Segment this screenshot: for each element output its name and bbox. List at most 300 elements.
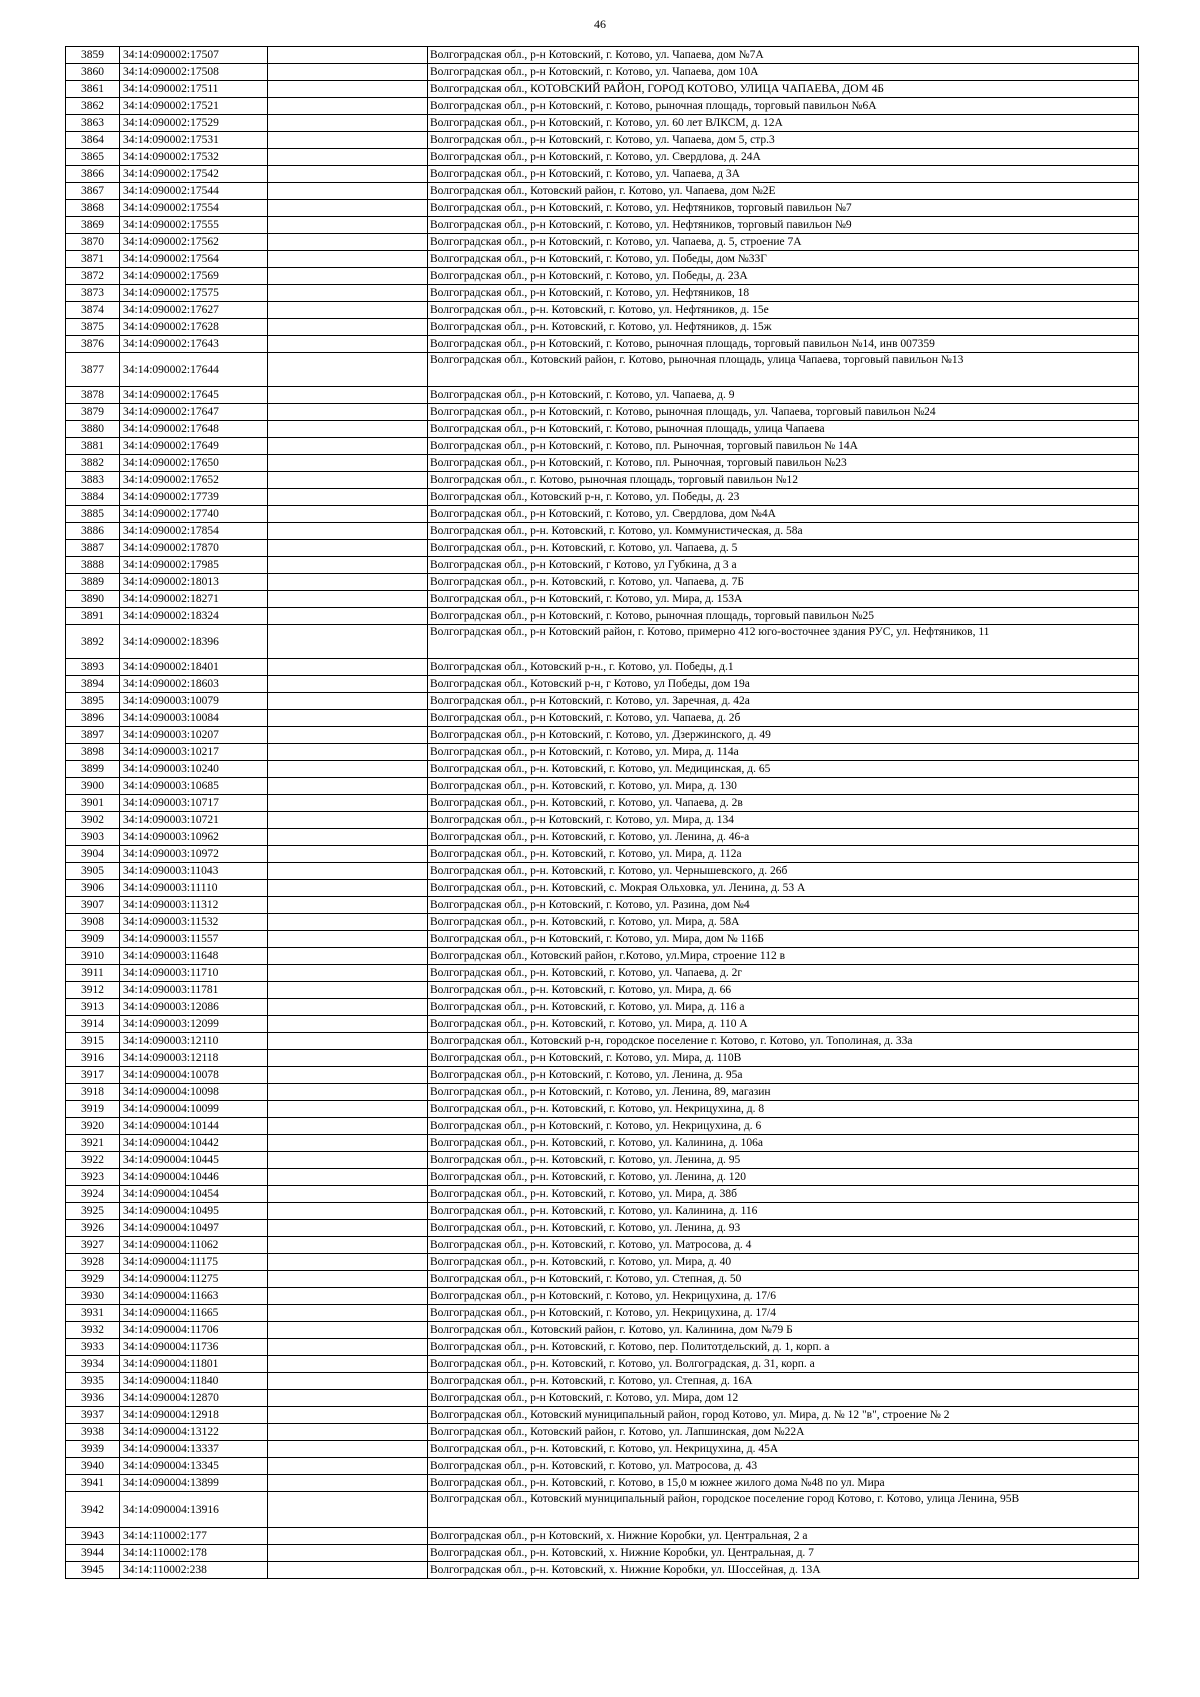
row-number-cell: 3867 <box>66 183 120 200</box>
row-number-cell: 3917 <box>66 1067 120 1084</box>
address-cell: Волгоградская обл., р-н Котовский, г. Котово, ул. Мира, дом № 116Б <box>428 931 1139 948</box>
address-cell: Волгоградская обл., р-н Котовский, г. Котово, пл. Рыночная, торговый павильон №23 <box>428 455 1139 472</box>
table-row <box>66 1545 1139 1562</box>
table-row <box>66 336 1139 353</box>
empty-cell <box>268 472 428 489</box>
cadastral-number-cell: 34:14:090002:17532 <box>120 149 268 166</box>
cadastral-number-cell: 34:14:090004:13899 <box>120 1475 268 1492</box>
address-cell: Волгоградская обл., р-н. Котовский, г. Котово, ул. Мира, д. 58А <box>428 914 1139 931</box>
row-number-cell: 3866 <box>66 166 120 183</box>
address-cell: Волгоградская обл., р-н. Котовский, г. Котово, ул. Коммунистическая, д. 58а <box>428 523 1139 540</box>
cadastral-number-cell: 34:14:090002:18401 <box>120 659 268 676</box>
empty-cell <box>268 455 428 472</box>
address-cell: Волгоградская обл., КОТОВСКИЙ РАЙОН, ГОРОД КОТОВО, УЛИЦА ЧАПАЕВА, ДОМ 4Б <box>428 81 1139 98</box>
table-row <box>66 217 1139 234</box>
row-number-cell: 3894 <box>66 676 120 693</box>
empty-cell <box>268 1050 428 1067</box>
table-row <box>66 1033 1139 1050</box>
row-number-cell: 3897 <box>66 727 120 744</box>
row-number-cell: 3925 <box>66 1203 120 1220</box>
table-row <box>66 1356 1139 1373</box>
address-cell: Волгоградская обл., р-н. Котовский, г. Котово, ул. Чапаева, д. 5 <box>428 540 1139 557</box>
cadastral-number-cell: 34:14:090002:17628 <box>120 319 268 336</box>
address-cell: Волгоградская обл., р-н. Котовский, г. Котово, ул. Чапаева, д. 2г <box>428 965 1139 982</box>
address-cell: Волгоградская обл., р-н. Котовский, г. Котово, ул. Мира, д. 66 <box>428 982 1139 999</box>
address-cell: Волгоградская обл., р-н Котовский, г. Котово, ул. Мира, д. 114а <box>428 744 1139 761</box>
address-cell: Волгоградская обл., р-н Котовский, г. Котово, ул. Ленина, 89, магазин <box>428 1084 1139 1101</box>
empty-cell <box>268 1152 428 1169</box>
cadastral-number-cell: 34:14:090002:17531 <box>120 132 268 149</box>
row-number-cell: 3902 <box>66 812 120 829</box>
row-number-cell: 3945 <box>66 1562 120 1579</box>
table-row <box>66 1407 1139 1424</box>
address-cell: Волгоградская обл., р-н Котовский, г. Котово, пл. Рыночная, торговый павильон № 14А <box>428 438 1139 455</box>
row-number-cell: 3914 <box>66 1016 120 1033</box>
cadastral-number-cell: 34:14:090004:12870 <box>120 1390 268 1407</box>
empty-cell <box>268 438 428 455</box>
address-cell: Волгоградская обл., р-н. Котовский, г. Котово, ул. Мира, д. 40 <box>428 1254 1139 1271</box>
cadastral-number-cell: 34:14:090002:17643 <box>120 336 268 353</box>
cadastral-number-cell: 34:14:090002:18271 <box>120 591 268 608</box>
row-number-cell: 3906 <box>66 880 120 897</box>
cadastral-number-cell: 34:14:090003:10084 <box>120 710 268 727</box>
row-number-cell: 3918 <box>66 1084 120 1101</box>
cadastral-number-cell: 34:14:090002:17647 <box>120 404 268 421</box>
table-row <box>66 659 1139 676</box>
cadastral-number-cell: 34:14:090002:17554 <box>120 200 268 217</box>
row-number-cell: 3860 <box>66 64 120 81</box>
empty-cell <box>268 47 428 64</box>
cadastral-number-cell: 34:14:090003:10240 <box>120 761 268 778</box>
address-cell: Волгоградская обл., р-н. Котовский, г. Котово, ул. Чапаева, д. 2в <box>428 795 1139 812</box>
cadastral-number-cell: 34:14:110002:178 <box>120 1545 268 1562</box>
row-number-cell: 3911 <box>66 965 120 982</box>
empty-cell <box>268 1118 428 1135</box>
empty-cell <box>268 914 428 931</box>
table-row <box>66 1186 1139 1203</box>
empty-cell <box>268 523 428 540</box>
empty-cell <box>268 1016 428 1033</box>
address-cell: Волгоградская обл., р-н. Котовский, г. Котово, ул. Некрицухина, д. 8 <box>428 1101 1139 1118</box>
address-cell: Волгоградская обл., р-н. Котовский, г. Котово, ул. Чернышевского, д. 26б <box>428 863 1139 880</box>
cadastral-number-cell: 34:14:090004:13916 <box>120 1492 268 1528</box>
table-row <box>66 1084 1139 1101</box>
table-row <box>66 1254 1139 1271</box>
address-cell: Волгоградская обл., р-н Котовский, г. Котово, ул. Мира, д. 110В <box>428 1050 1139 1067</box>
empty-cell <box>268 1562 428 1579</box>
row-number-cell: 3905 <box>66 863 120 880</box>
row-number-cell: 3931 <box>66 1305 120 1322</box>
row-number-cell: 3882 <box>66 455 120 472</box>
empty-cell <box>268 1033 428 1050</box>
empty-cell <box>268 1390 428 1407</box>
address-cell: Волгоградская обл., р-н Котовский, г. Котово, ул. Мира, д. 153А <box>428 591 1139 608</box>
table-row <box>66 1528 1139 1545</box>
address-cell: Волгоградская обл., р-н Котовский, г. Котово, рыночная площадь, улица Чапаева <box>428 421 1139 438</box>
cadastral-number-cell: 34:14:090004:10445 <box>120 1152 268 1169</box>
row-number-cell: 3923 <box>66 1169 120 1186</box>
empty-cell <box>268 1203 428 1220</box>
table-row <box>66 1322 1139 1339</box>
table-row <box>66 353 1139 387</box>
address-cell: Волгоградская обл., Котовский район, г. Котово, ул. Калинина, дом №79 Б <box>428 1322 1139 1339</box>
empty-cell <box>268 149 428 166</box>
row-number-cell: 3928 <box>66 1254 120 1271</box>
row-number-cell: 3888 <box>66 557 120 574</box>
table-row <box>66 1305 1139 1322</box>
row-number-cell: 3875 <box>66 319 120 336</box>
table-row <box>66 1101 1139 1118</box>
row-number-cell: 3872 <box>66 268 120 285</box>
row-number-cell: 3863 <box>66 115 120 132</box>
table-row <box>66 1390 1139 1407</box>
cadastral-number-cell: 34:14:110002:238 <box>120 1562 268 1579</box>
empty-cell <box>268 897 428 914</box>
row-number-cell: 3913 <box>66 999 120 1016</box>
table-row <box>66 982 1139 999</box>
cadastral-number-cell: 34:14:090003:11557 <box>120 931 268 948</box>
address-cell: Волгоградская обл., Котовский р-н, г. Котово, ул. Победы, д. 23 <box>428 489 1139 506</box>
row-number-cell: 3933 <box>66 1339 120 1356</box>
cadastral-number-cell: 34:14:090003:10717 <box>120 795 268 812</box>
table-row <box>66 557 1139 574</box>
table-row <box>66 676 1139 693</box>
cadastral-number-cell: 34:14:090004:10442 <box>120 1135 268 1152</box>
empty-cell <box>268 1067 428 1084</box>
row-number-cell: 3941 <box>66 1475 120 1492</box>
table-row <box>66 149 1139 166</box>
address-cell: Волгоградская обл., р-н Котовский, г. Котово, ул. Свердлова, дом №4А <box>428 506 1139 523</box>
table-row <box>66 897 1139 914</box>
table-row <box>66 625 1139 659</box>
address-cell: Волгоградская обл., р-н. Котовский, г. Котово, ул. Волгоградская, д. 31, корп. а <box>428 1356 1139 1373</box>
cadastral-number-cell: 34:14:090002:17564 <box>120 251 268 268</box>
table-row <box>66 421 1139 438</box>
cadastral-number-cell: 34:14:090003:10972 <box>120 846 268 863</box>
cadastral-number-cell: 34:14:090002:17870 <box>120 540 268 557</box>
empty-cell <box>268 659 428 676</box>
row-number-cell: 3889 <box>66 574 120 591</box>
empty-cell <box>268 404 428 421</box>
cadastral-number-cell: 34:14:090002:17644 <box>120 353 268 387</box>
table-row <box>66 914 1139 931</box>
address-cell: Волгоградская обл., р-н Котовский, г. Котово, ул. Нефтяников, торговый павильон №9 <box>428 217 1139 234</box>
empty-cell <box>268 676 428 693</box>
cadastral-number-cell: 34:14:090003:10079 <box>120 693 268 710</box>
cadastral-number-cell: 34:14:090002:17985 <box>120 557 268 574</box>
address-cell: Волгоградская обл., р-н Котовский, г. Котово, ул. Чапаева, д. 9 <box>428 387 1139 404</box>
address-cell: Волгоградская обл., р-н Котовский, г. Котово, ул. Чапаева, дом №7А <box>428 47 1139 64</box>
empty-cell <box>268 285 428 302</box>
cadastral-number-cell: 34:14:090004:11736 <box>120 1339 268 1356</box>
table-row <box>66 319 1139 336</box>
address-cell: Волгоградская обл., р-н Котовский, г. Котово, ул. Чапаева, д 3А <box>428 166 1139 183</box>
table-row <box>66 1424 1139 1441</box>
table-row <box>66 591 1139 608</box>
address-cell: Волгоградская обл., р-н Котовский, г. Котово, ул. Разина, дом №4 <box>428 897 1139 914</box>
table-row <box>66 693 1139 710</box>
empty-cell <box>268 863 428 880</box>
empty-cell <box>268 846 428 863</box>
empty-cell <box>268 506 428 523</box>
empty-cell <box>268 761 428 778</box>
empty-cell <box>268 1528 428 1545</box>
cadastral-number-cell: 34:14:090004:11840 <box>120 1373 268 1390</box>
table-row <box>66 302 1139 319</box>
table-row <box>66 1288 1139 1305</box>
address-cell: Волгоградская обл., р-н Котовский, г. Котово, ул. Чапаева, д. 5, строение 7А <box>428 234 1139 251</box>
row-number-cell: 3873 <box>66 285 120 302</box>
cadastral-number-cell: 34:14:090002:17854 <box>120 523 268 540</box>
table-row <box>66 523 1139 540</box>
address-cell: Волгоградская обл., р-н. Котовский, г. Котово, пер. Политотдельский, д. 1, корп. а <box>428 1339 1139 1356</box>
empty-cell <box>268 965 428 982</box>
table-row <box>66 863 1139 880</box>
cadastral-number-cell: 34:14:090002:17575 <box>120 285 268 302</box>
empty-cell <box>268 1169 428 1186</box>
address-cell: Волгоградская обл., Котовский муниципальный район, городское поселение город Котово, г. Котово, улица Ленина, 95В <box>428 1492 1139 1528</box>
address-cell: Волгоградская обл., р-н. Котовский, г. Котово, ул. Матросова, д. 43 <box>428 1458 1139 1475</box>
empty-cell <box>268 795 428 812</box>
cadastral-number-cell: 34:14:090002:17740 <box>120 506 268 523</box>
empty-cell <box>268 64 428 81</box>
empty-cell <box>268 540 428 557</box>
table-row <box>66 234 1139 251</box>
address-cell: Волгоградская обл., р-н. Котовский, г. Котово, ул. Калинина, д. 106а <box>428 1135 1139 1152</box>
row-number-cell: 3936 <box>66 1390 120 1407</box>
row-number-cell: 3935 <box>66 1373 120 1390</box>
empty-cell <box>268 1339 428 1356</box>
address-cell: Волгоградская обл., р-н Котовский, г. Котово, ул. Мира, д. 134 <box>428 812 1139 829</box>
cadastral-number-cell: 34:14:090004:10099 <box>120 1101 268 1118</box>
table-row <box>66 1118 1139 1135</box>
row-number-cell: 3904 <box>66 846 120 863</box>
row-number-cell: 3930 <box>66 1288 120 1305</box>
empty-cell <box>268 268 428 285</box>
cadastral-number-cell: 34:14:090002:17648 <box>120 421 268 438</box>
row-number-cell: 3903 <box>66 829 120 846</box>
cadastral-number-cell: 34:14:090002:17544 <box>120 183 268 200</box>
cadastral-number-cell: 34:14:090004:11275 <box>120 1271 268 1288</box>
cadastral-number-cell: 34:14:090004:10446 <box>120 1169 268 1186</box>
cadastral-number-cell: 34:14:090004:12918 <box>120 1407 268 1424</box>
address-cell: Волгоградская обл., Котовский район, г.Котово, ул.Мира, строение 112 в <box>428 948 1139 965</box>
address-cell: Волгоградская обл., р-н Котовский, г. Котово, ул. Нефтяников, 18 <box>428 285 1139 302</box>
address-cell: Волгоградская обл., р-н Котовский, г. Котово, ул. Мира, дом 12 <box>428 1390 1139 1407</box>
empty-cell <box>268 1288 428 1305</box>
address-cell: Волгоградская обл., р-н. Котовский, г. Котово, ул. Ленина, д. 46-а <box>428 829 1139 846</box>
cadastral-number-cell: 34:14:090002:18396 <box>120 625 268 659</box>
address-cell: Волгоградская обл., р-н Котовский, г. Котово, ул. Победы, дом №33Г <box>428 251 1139 268</box>
empty-cell <box>268 1407 428 1424</box>
empty-cell <box>268 982 428 999</box>
address-cell: Волгоградская обл., р-н Котовский, г. Котово, рыночная площадь, торговый павильон №6А <box>428 98 1139 115</box>
cadastral-number-cell: 34:14:090004:11663 <box>120 1288 268 1305</box>
address-cell: Волгоградская обл., р-н. Котовский, г. Котово, в 15,0 м южнее жилого дома №48 по ул. Мира <box>428 1475 1139 1492</box>
row-number-cell: 3907 <box>66 897 120 914</box>
row-number-cell: 3919 <box>66 1101 120 1118</box>
cadastral-number-cell: 34:14:090002:18324 <box>120 608 268 625</box>
table-row <box>66 285 1139 302</box>
empty-cell <box>268 1237 428 1254</box>
row-number-cell: 3939 <box>66 1441 120 1458</box>
empty-cell <box>268 1424 428 1441</box>
registry-body <box>66 47 1139 1579</box>
cadastral-number-cell: 34:14:090002:17645 <box>120 387 268 404</box>
row-number-cell: 3927 <box>66 1237 120 1254</box>
row-number-cell: 3924 <box>66 1186 120 1203</box>
empty-cell <box>268 489 428 506</box>
row-number-cell: 3934 <box>66 1356 120 1373</box>
empty-cell <box>268 1356 428 1373</box>
table-row <box>66 931 1139 948</box>
row-number-cell: 3942 <box>66 1492 120 1528</box>
table-row <box>66 98 1139 115</box>
cadastral-number-cell: 34:14:090002:17627 <box>120 302 268 319</box>
address-cell: Волгоградская обл., р-н Котовский, г. Котово, ул. Некрицухина, д. 17/4 <box>428 1305 1139 1322</box>
empty-cell <box>268 1545 428 1562</box>
cadastral-number-cell: 34:14:090003:12086 <box>120 999 268 1016</box>
empty-cell <box>268 557 428 574</box>
cadastral-number-cell: 34:14:090003:11710 <box>120 965 268 982</box>
empty-cell <box>268 336 428 353</box>
table-row <box>66 948 1139 965</box>
registry-table <box>65 46 1139 1579</box>
empty-cell <box>268 1186 428 1203</box>
table-row <box>66 1373 1139 1390</box>
row-number-cell: 3908 <box>66 914 120 931</box>
row-number-cell: 3912 <box>66 982 120 999</box>
cadastral-number-cell: 34:14:090004:11706 <box>120 1322 268 1339</box>
cadastral-number-cell: 34:14:090004:10495 <box>120 1203 268 1220</box>
empty-cell <box>268 1220 428 1237</box>
empty-cell <box>268 625 428 659</box>
cadastral-number-cell: 34:14:090004:11062 <box>120 1237 268 1254</box>
row-number-cell: 3937 <box>66 1407 120 1424</box>
cadastral-number-cell: 34:14:090002:17529 <box>120 115 268 132</box>
cadastral-number-cell: 34:14:090003:12110 <box>120 1033 268 1050</box>
address-cell: Волгоградская обл., р-н Котовский, г. Котово, ул. Дзержинского, д. 49 <box>428 727 1139 744</box>
table-row <box>66 166 1139 183</box>
row-number-cell: 3940 <box>66 1458 120 1475</box>
row-number-cell: 3910 <box>66 948 120 965</box>
empty-cell <box>268 931 428 948</box>
row-number-cell: 3896 <box>66 710 120 727</box>
empty-cell <box>268 319 428 336</box>
cadastral-number-cell: 34:14:090002:18013 <box>120 574 268 591</box>
table-row <box>66 1441 1139 1458</box>
table-row <box>66 268 1139 285</box>
cadastral-number-cell: 34:14:090003:11110 <box>120 880 268 897</box>
table-row <box>66 472 1139 489</box>
row-number-cell: 3892 <box>66 625 120 659</box>
row-number-cell: 3862 <box>66 98 120 115</box>
row-number-cell: 3909 <box>66 931 120 948</box>
empty-cell <box>268 115 428 132</box>
address-cell: Волгоградская обл., р-н. Котовский, г. Котово, ул. Нефтяников, д. 15е <box>428 302 1139 319</box>
table-row <box>66 744 1139 761</box>
cadastral-number-cell: 34:14:090004:10144 <box>120 1118 268 1135</box>
empty-cell <box>268 574 428 591</box>
address-cell: Волгоградская обл., Котовский р-н, городское поселение г. Котово, г. Котово, ул. Тополиная, д. 33а <box>428 1033 1139 1050</box>
table-row <box>66 795 1139 812</box>
empty-cell <box>268 81 428 98</box>
address-cell: Волгоградская обл., р-н Котовский район, г. Котово, примерно 412 юго-восточнее здания РУС, ул. Нефтяников, 11 <box>428 625 1139 659</box>
empty-cell <box>268 999 428 1016</box>
cadastral-number-cell: 34:14:090004:11175 <box>120 1254 268 1271</box>
cadastral-number-cell: 34:14:090003:10721 <box>120 812 268 829</box>
row-number-cell: 3876 <box>66 336 120 353</box>
table-row <box>66 829 1139 846</box>
table-row <box>66 1220 1139 1237</box>
cadastral-number-cell: 34:14:090003:10207 <box>120 727 268 744</box>
cadastral-number-cell: 34:14:090004:13337 <box>120 1441 268 1458</box>
cadastral-number-cell: 34:14:090002:17739 <box>120 489 268 506</box>
table-row <box>66 778 1139 795</box>
table-row <box>66 1271 1139 1288</box>
row-number-cell: 3874 <box>66 302 120 319</box>
table-row <box>66 404 1139 421</box>
cadastral-number-cell: 34:14:090003:10217 <box>120 744 268 761</box>
row-number-cell: 3899 <box>66 761 120 778</box>
row-number-cell: 3943 <box>66 1528 120 1545</box>
row-number-cell: 3884 <box>66 489 120 506</box>
empty-cell <box>268 98 428 115</box>
table-row <box>66 438 1139 455</box>
empty-cell <box>268 608 428 625</box>
table-row <box>66 115 1139 132</box>
table-row <box>66 999 1139 1016</box>
address-cell: Волгоградская обл., р-н Котовский, г. Котово, ул. Чапаева, дом 5, стр.3 <box>428 132 1139 149</box>
address-cell: Волгоградская обл., р-н. Котовский, г. Котово, ул. Чапаева, д. 7Б <box>428 574 1139 591</box>
table-row <box>66 1339 1139 1356</box>
table-row <box>66 81 1139 98</box>
row-number-cell: 3898 <box>66 744 120 761</box>
empty-cell <box>268 1441 428 1458</box>
cadastral-number-cell: 34:14:090003:10962 <box>120 829 268 846</box>
address-cell: Волгоградская обл., р-н. Котовский, г. Котово, ул. Мира, д. 38б <box>428 1186 1139 1203</box>
address-cell: Волгоградская обл., р-н Котовский, г. Котово, рыночная площадь, торговый павильон №25 <box>428 608 1139 625</box>
address-cell: Волгоградская обл., р-н Котовский, г. Котово, ул. 60 лет ВЛКСМ, д. 12А <box>428 115 1139 132</box>
address-cell: Волгоградская обл., р-н Котовский, г. Котово, ул. Заречная, д. 42а <box>428 693 1139 710</box>
cadastral-number-cell: 34:14:090002:17521 <box>120 98 268 115</box>
row-number-cell: 3938 <box>66 1424 120 1441</box>
address-cell: Волгоградская обл., р-н. Котовский, г. Котово, ул. Мира, д. 130 <box>428 778 1139 795</box>
address-cell: Волгоградская обл., р-н. Котовский, г. Котово, ул. Степная, д. 16А <box>428 1373 1139 1390</box>
empty-cell <box>268 591 428 608</box>
row-number-cell: 3869 <box>66 217 120 234</box>
empty-cell <box>268 132 428 149</box>
empty-cell <box>268 1135 428 1152</box>
table-row <box>66 574 1139 591</box>
cadastral-number-cell: 34:14:090002:17650 <box>120 455 268 472</box>
empty-cell <box>268 710 428 727</box>
row-number-cell: 3870 <box>66 234 120 251</box>
empty-cell <box>268 183 428 200</box>
table-row <box>66 1067 1139 1084</box>
cadastral-number-cell: 34:14:090004:10454 <box>120 1186 268 1203</box>
row-number-cell: 3916 <box>66 1050 120 1067</box>
table-row <box>66 880 1139 897</box>
table-row <box>66 1135 1139 1152</box>
cadastral-number-cell: 34:14:090002:17562 <box>120 234 268 251</box>
cadastral-number-cell: 34:14:090003:11532 <box>120 914 268 931</box>
address-cell: Волгоградская обл., р-н Котовский, г Котово, ул Губкина, д 3 а <box>428 557 1139 574</box>
table-row <box>66 540 1139 557</box>
empty-cell <box>268 1475 428 1492</box>
address-cell: Волгоградская обл., Котовский район, г. Котово, ул. Чапаева, дом №2Е <box>428 183 1139 200</box>
address-cell: Волгоградская обл., р-н. Котовский, г. Котово, ул. Матросова, д. 4 <box>428 1237 1139 1254</box>
